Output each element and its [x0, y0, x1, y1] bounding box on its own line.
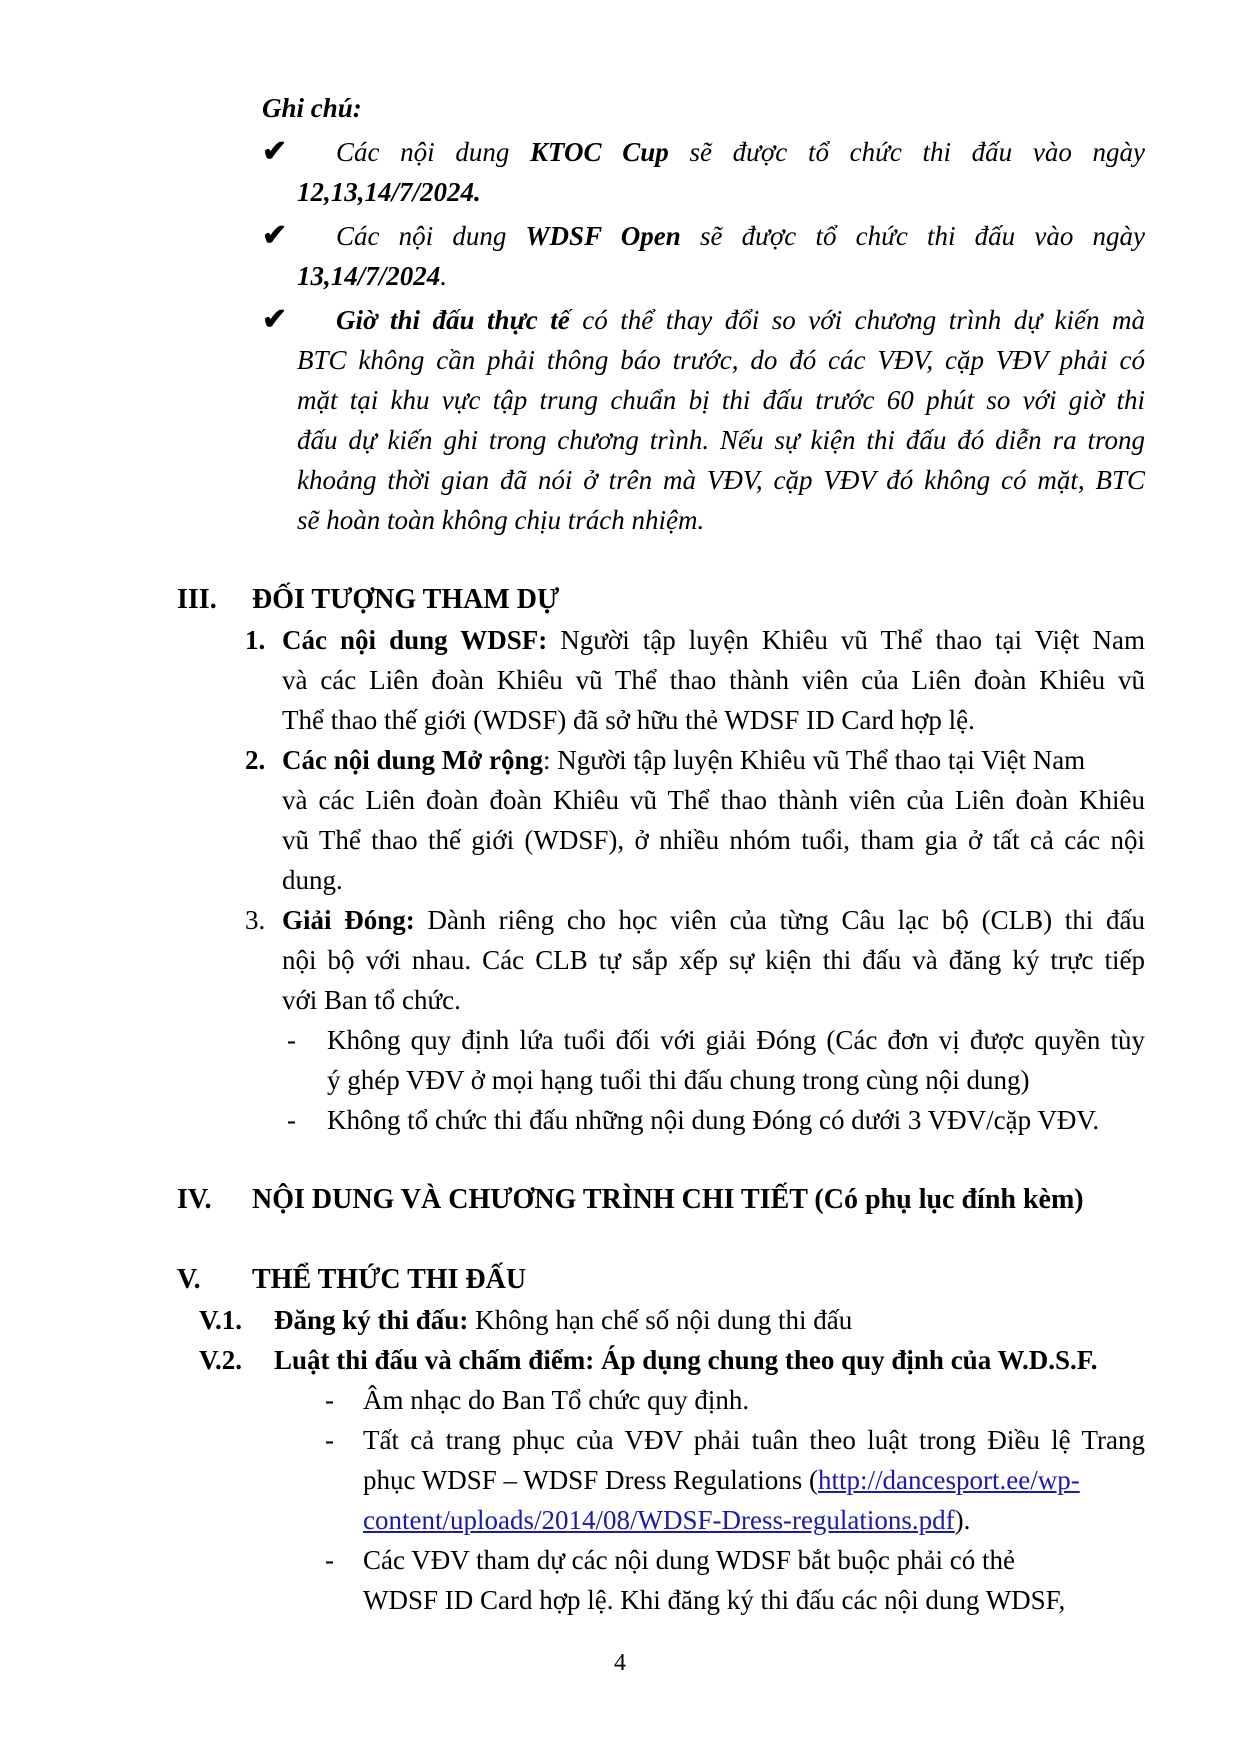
note-item-2-line-2: [297, 256, 447, 296]
section-5-1-number: V.1.: [199, 1305, 243, 1335]
section-4-number: IV.: [177, 1184, 212, 1215]
bullet-dash: -: [325, 1425, 334, 1455]
dress-regulations-link[interactable]: http://dancesport.ee/wp-: [818, 1465, 1080, 1495]
section-5-title: THỂ THỨC THI ĐẤU: [252, 1264, 527, 1295]
section-3-item-2-line-2: và các Liên đoàn đoàn Khiêu vũ Thể thao thành viên của Liên đoàn Khiêu: [282, 785, 1145, 815]
note-item-2-prefix: Các nội dung: [336, 221, 507, 251]
note-item-3-line-6: sẽ hoàn toàn không chịu trách nhiệm.: [297, 505, 705, 535]
section-5-2-text: Luật thi đấu và chấm điểm: Áp dụng chung theo quy định của W.D.S.F.: [274, 1345, 1098, 1375]
section-3-item-2-line-3: vũ Thể thao thế giới (WDSF), ở nhiều nhóm tuổi, tham gia ở tất cả các nội: [282, 825, 1145, 855]
bullet-dash: -: [287, 1105, 296, 1135]
section-3-item-2-line-1: [282, 740, 1085, 780]
section-3-item-3-line-2: nội bộ với nhau. Các CLB tự sắp xếp sự kiện thi đấu và đăng ký trực tiếp: [282, 945, 1145, 975]
note-title: Ghi chú:: [262, 93, 362, 123]
section-5-bullet-2-line-2: [363, 1460, 1080, 1500]
section-5-bullet-1: Âm nhạc do Ban Tổ chức quy định.: [363, 1385, 750, 1415]
bullet-dash: -: [325, 1545, 334, 1575]
note-item-3-line-4: đấu dự kiến ghi trong chương trình. Nếu sự kiện thi đấu đó diễn ra trong: [297, 425, 1145, 455]
note-item-3-line-2: BTC không cần phải thông báo trước, do đó các VĐV, cặp VĐV phải có: [297, 345, 1145, 375]
section-3-item-2-text: : Người tập luyện Khiêu vũ Thể thao tại Việt Nam: [542, 745, 1086, 775]
section-3-item-2-line-4: dung.: [282, 865, 343, 895]
section-5-bullet-2-tail: ).: [954, 1505, 971, 1535]
section-5-bullet-3-line-1: Các VĐV tham dự các nội dung WDSF bắt buộc phải có thẻ: [363, 1545, 1016, 1575]
section-3-item-1-label: Các nội dung WDSF:: [282, 625, 548, 655]
note-item-1-suffix: sẽ được tổ chức thi đấu vào ngày: [689, 137, 1146, 167]
bullet-dash: -: [325, 1385, 334, 1415]
bullet-dash: -: [287, 1025, 296, 1055]
section-5-number: V.: [177, 1264, 201, 1295]
section-3-bullet-1-line-1: Không quy định lứa tuổi đối với giải Đóng (Các đơn vị được quyền tùy: [327, 1025, 1145, 1055]
section-3-item-1-line-1: [282, 620, 1145, 660]
section-3-item-2-number: 2.: [245, 745, 266, 775]
section-3-item-2-label: Các nội dung Mở rộng: [282, 745, 543, 775]
note-item-2-line-1: [336, 216, 1145, 256]
checkmark-icon: ✔: [262, 303, 288, 336]
note-item-2-suffix: sẽ được tổ chức thi đấu vào ngày: [699, 221, 1146, 251]
page-number: 4: [614, 1650, 626, 1676]
note-item-1-dates: 12,13,14/7/2024.: [297, 177, 481, 207]
section-3-item-1-number: 1.: [245, 625, 266, 655]
section-3-item-3-text: Dành riêng cho học viên của từng Câu lạc bộ (CLB) thi đấu: [427, 905, 1145, 935]
note-item-3-line-3: mặt tại khu vực tập trung chuẩn bị thi đấu trước 60 phút so với giờ thi: [297, 385, 1145, 415]
section-5-bullet-3-line-2: WDSF ID Card hợp lệ. Khi đăng ký thi đấu các nội dung WDSF,: [363, 1585, 1066, 1615]
section-5-bullet-2-line-1: Tất cả trang phục của VĐV phải tuân theo luật trong Điều lệ Trang: [363, 1425, 1145, 1455]
section-3-item-3-line-3: với Ban tổ chức.: [282, 985, 461, 1015]
note-item-3-suffix: có thể thay đổi so với chương trình dự kiến mà: [582, 305, 1146, 335]
note-item-3-label: Giờ thi đấu thực tế: [336, 305, 570, 335]
checkmark-icon: ✔: [262, 219, 288, 252]
dress-regulations-link-continued[interactable]: content/uploads/2014/08/WDSF-Dress-regulations.pdf: [363, 1505, 955, 1535]
section-5-1-line: [274, 1300, 852, 1340]
section-3-bullet-2: Không tổ chức thi đấu những nội dung Đóng có dưới 3 VĐV/cặp VĐV.: [327, 1105, 1100, 1135]
note-item-2-dates: 13,14/7/2024: [297, 261, 441, 291]
section-3-title: ĐỐI TƯỢNG THAM DỰ: [252, 584, 560, 615]
section-3-item-1-line-3: Thể thao thế giới (WDSF) đã sở hữu thẻ WDSF ID Card hợp lệ.: [282, 705, 975, 735]
section-3-item-1-text: Người tập luyện Khiêu vũ Thể thao tại Việt Nam: [560, 625, 1146, 655]
note-item-1-label: KTOC Cup: [530, 137, 669, 167]
section-3-bullet-1-line-2: ý ghép VĐV ở mọi hạng tuổi thi đấu chung trong cùng nội dung): [327, 1065, 1030, 1095]
section-5-bullet-2-text: phục WDSF – WDSF Dress Regulations (: [363, 1465, 819, 1495]
section-5-1-text: Không hạn chế số nội dung thi đấu: [475, 1305, 853, 1335]
section-3-item-3-number: 3.: [245, 905, 266, 935]
checkmark-icon: ✔: [262, 135, 288, 168]
section-3-number: III.: [177, 584, 217, 615]
note-item-2-period: .: [440, 261, 448, 291]
note-item-2-label: WDSF Open: [525, 221, 681, 251]
section-5-2-number: V.2.: [199, 1345, 243, 1375]
note-item-3-line-1: [336, 300, 1145, 340]
section-4-title: NỘI DUNG VÀ CHƯƠNG TRÌNH CHI TIẾT (Có phụ lục đính kèm): [252, 1184, 1084, 1215]
section-5-1-label: Đăng ký thi đấu:: [274, 1305, 469, 1335]
section-3-item-3-label: Giải Đóng:: [282, 905, 415, 935]
note-item-3-line-5: khoảng thời gian đã nói ở trên mà VĐV, cặp VĐV đó không có mặt, BTC: [297, 465, 1145, 495]
note-item-1-prefix: Các nội dung: [336, 137, 510, 167]
note-item-1-line-1: [336, 132, 1145, 172]
section-5-bullet-2-line-3: [363, 1500, 970, 1540]
section-3-item-3-line-1: [282, 900, 1145, 940]
section-3-item-1-line-2: và các Liên đoàn Khiêu vũ Thể thao thành viên của Liên đoàn Khiêu vũ: [282, 665, 1145, 695]
